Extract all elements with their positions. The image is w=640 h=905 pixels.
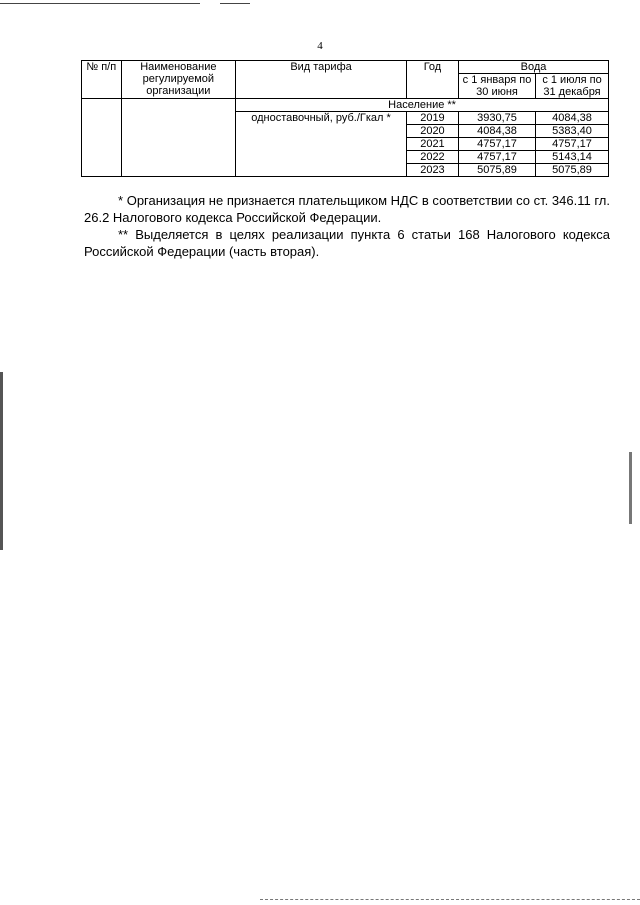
header-year: Год [406, 61, 458, 99]
footnote-vat-exemption: * Организация не признается плательщиком НДС в соответствии со ст. 346.11 гл. 26.2 Налогового кодекса Российской Федерации. [84, 193, 610, 225]
value-cell-second-half: 5143,14 [536, 151, 609, 164]
value-cell-second-half: 4084,38 [536, 112, 609, 125]
cell-org-empty [121, 99, 236, 177]
year-cell: 2020 [406, 125, 458, 138]
header-org: Наименование регулируемой организации [121, 61, 236, 99]
tariff-table [81, 60, 609, 177]
value-cell-first-half: 3930,75 [458, 112, 535, 125]
value-cell-first-half: 4757,17 [458, 138, 535, 151]
year-cell: 2019 [406, 112, 458, 125]
year-cell: 2021 [406, 138, 458, 151]
header-water: Вода [458, 61, 608, 74]
footnotes [84, 192, 610, 260]
year-cell: 2022 [406, 151, 458, 164]
tariff-type-cell: одноставочный, руб./Гкал * [236, 112, 407, 177]
table-group-row [82, 99, 609, 112]
value-cell-first-half: 4757,17 [458, 151, 535, 164]
value-cell-second-half: 4757,17 [536, 138, 609, 151]
group-label: Население ** [236, 99, 609, 112]
scan-left-edge-mark [0, 372, 3, 550]
table-header-row [82, 61, 609, 74]
header-num: № п/п [82, 61, 122, 99]
value-cell-first-half: 5075,89 [458, 164, 535, 177]
scan-right-edge-mark [629, 452, 632, 524]
scan-top-rule [0, 3, 200, 4]
scan-top-rule-fragment [220, 3, 250, 4]
footnote-population: ** Выделяется в целях реализации пункта 6 статьи 168 Налогового кодекса Российской Федерации (часть вторая). [84, 227, 610, 259]
header-second-half: с 1 июля по 31 декабря [536, 74, 609, 99]
scan-bottom-rule [260, 899, 640, 901]
value-cell-first-half: 4084,38 [458, 125, 535, 138]
header-tariff-type: Вид тарифа [236, 61, 407, 99]
value-cell-second-half: 5383,40 [536, 125, 609, 138]
page-number: 4 [317, 40, 323, 52]
value-cell-second-half: 5075,89 [536, 164, 609, 177]
cell-num-empty [82, 99, 122, 177]
header-first-half: с 1 января по 30 июня [458, 74, 535, 99]
year-cell: 2023 [406, 164, 458, 177]
